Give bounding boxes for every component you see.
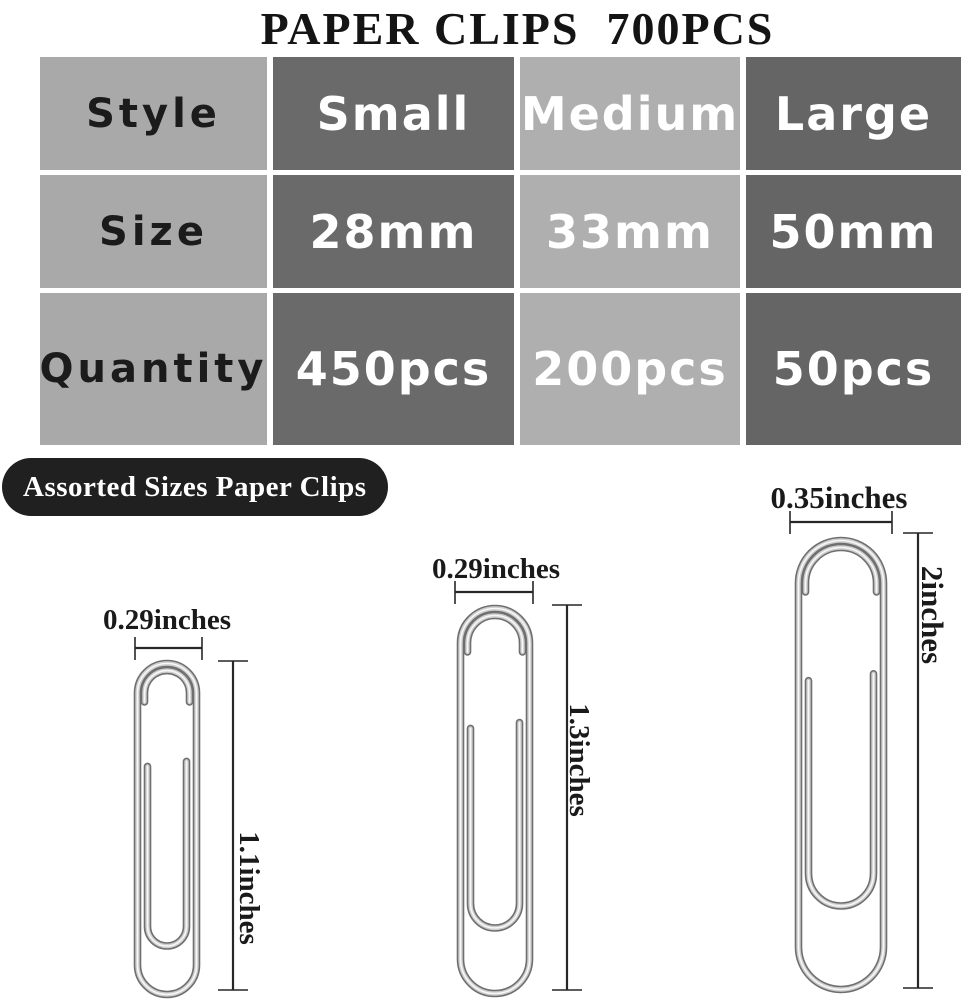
table-cell-style-medium: Medium (520, 57, 740, 170)
paperclip-wire (148, 761, 187, 946)
table-cell-size-small: 28mm (273, 175, 514, 288)
table-cell-style-large: Large (746, 57, 961, 170)
paperclip-small (103, 604, 265, 995)
paperclip-wire (471, 723, 520, 928)
clip-height-label: 1.3inches (562, 703, 595, 817)
page-title: PAPER CLIPS 700PCS (260, 3, 775, 54)
clip-height-label: 2inches (915, 565, 951, 665)
paperclip-wire (806, 548, 877, 593)
assorted-sizes-badge-label: Assorted Sizes Paper Clips (23, 470, 367, 503)
paperclip-wire (471, 723, 520, 928)
table-cell-style-small: Small (273, 57, 514, 170)
paperclip-wire (148, 761, 187, 946)
paperclip-medium (432, 553, 595, 994)
paperclip-wire (148, 761, 187, 946)
clip-width-label: 0.29inches (431, 553, 561, 585)
table-cell-size-large: 50mm (746, 175, 961, 288)
table-header-size: Size (40, 175, 267, 288)
table-cell-qty-large: 50pcs (746, 293, 961, 445)
table-cell-qty-small: 450pcs (273, 293, 514, 445)
paperclip-large (771, 480, 951, 990)
paperclip-wire (468, 615, 523, 652)
paperclip-wire (471, 723, 520, 928)
paperclip-wire (809, 674, 874, 906)
table-header-style: Style (40, 57, 267, 170)
table-cell-size-medium: 33mm (520, 175, 740, 288)
paperclip-wire (145, 671, 190, 702)
table-cell-qty-medium: 200pcs (520, 293, 740, 445)
paperclip-wire (809, 674, 874, 906)
clip-width-label: 0.29inches (102, 604, 232, 636)
table-header-quantity: Quantity (40, 293, 267, 445)
clip-width-label: 0.35inches (770, 480, 908, 515)
paperclip-wire (809, 674, 874, 906)
clip-height-label: 1.1inches (232, 831, 265, 945)
